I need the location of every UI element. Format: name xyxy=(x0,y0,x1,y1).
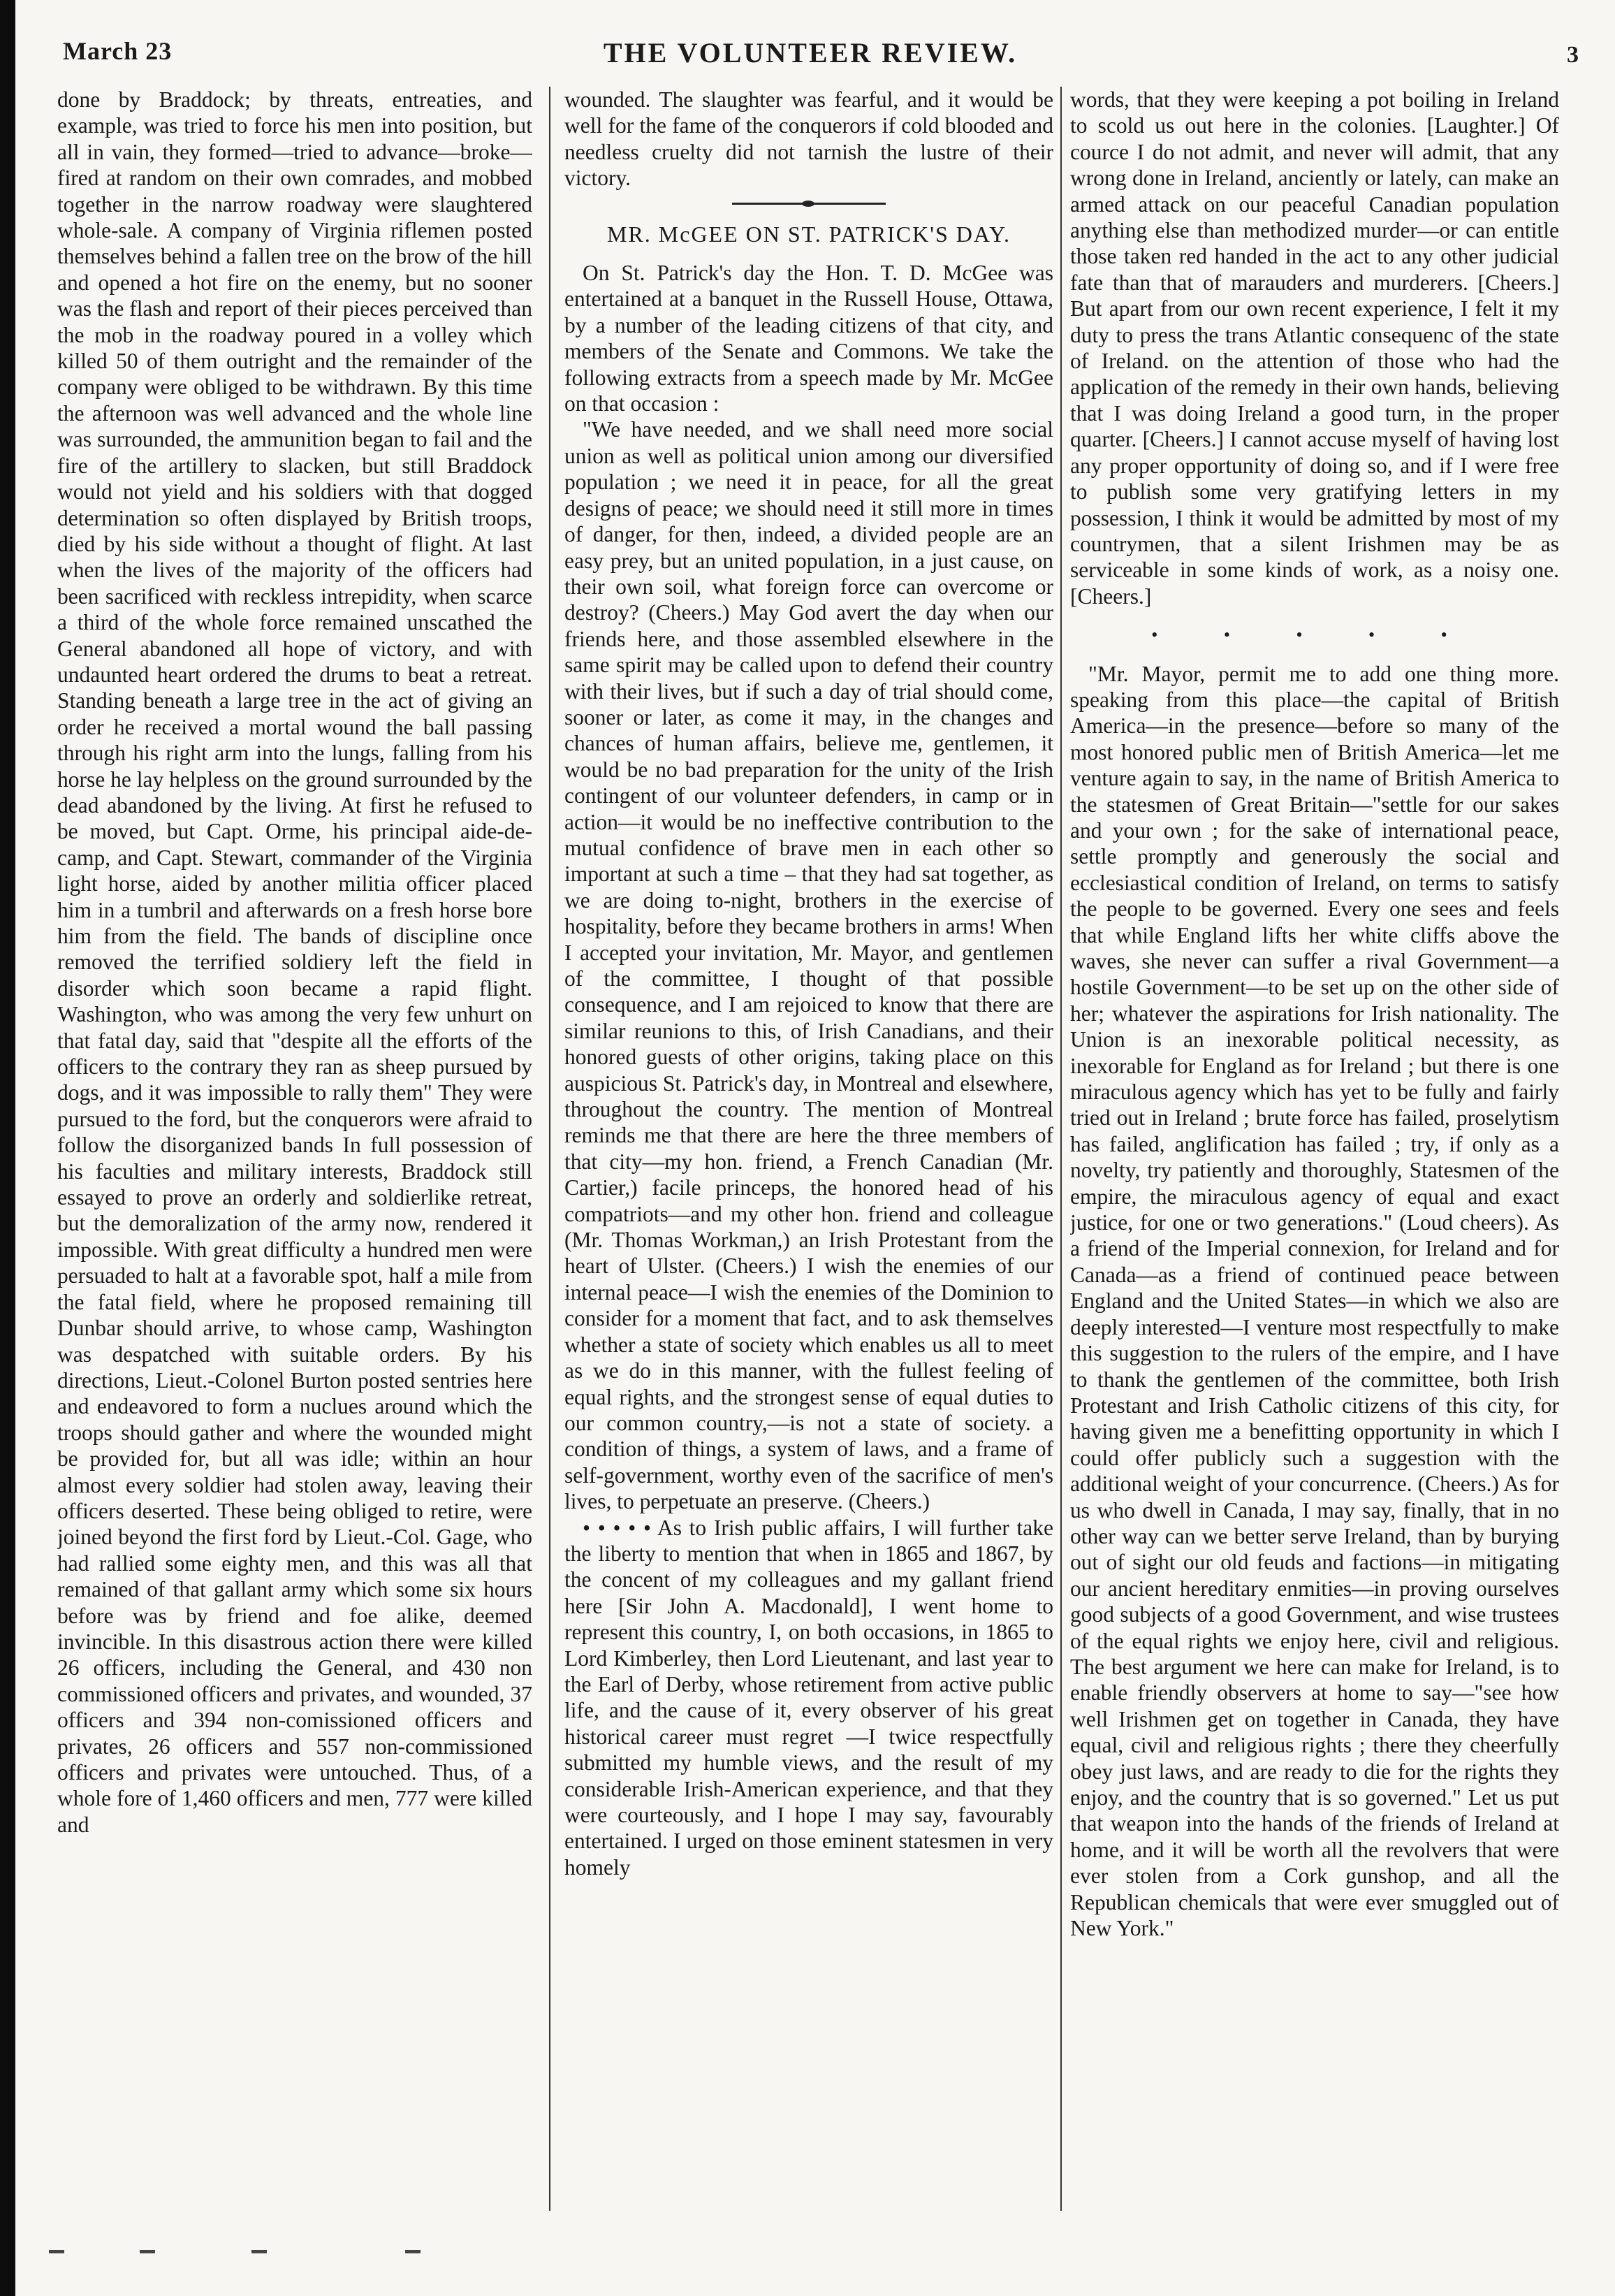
section-stars: • • • • • xyxy=(1151,625,1478,646)
column-divider xyxy=(1060,87,1062,2211)
article-paragraph: wounded. The slaughter was fearful, and it would be well for the fame of the conquerors if cold blooded and needless cruelty did not tarnish the lustre of their victory. xyxy=(564,87,1053,191)
column-divider xyxy=(549,87,550,2211)
page-number: 3 xyxy=(1567,42,1579,68)
article-paragraph: • • • • • As to Irish public affairs, I will further take the liberty to mention that when in 1865 and 1867, by the concent of my colleagues and my gallant friend here [Sir John A. Macdonald], I went home to represent this country, I, on both occasions, in 1865 to Lord Kimberley, then Lord Lieutenant, and last year to the Earl of Derby, whose retirement from active public life, and the cause of it, every observer of his great historical career must regret —I twice respectfully submitted my humble views, and the result of my considerable Irish-American experience, and that they were courteously, and I hope I may say, favourably entertained. I urged on those eminent statesmen in very homely xyxy=(564,1515,1053,1880)
column-1 xyxy=(57,87,532,2225)
print-artifact-marks xyxy=(42,2250,531,2264)
page-binding-edge xyxy=(0,0,15,2296)
publication-title: THE VOLUNTEER REVIEW. xyxy=(603,37,1018,68)
section-separator xyxy=(732,203,886,205)
article-paragraph: "Mr. Mayor, permit me to add one thing more. speaking from this place—the capital of British America—in the presence—before so many of the most honored public men of British America—let me venture again to say, in the name of British America to the statesmen of Great Britain—"settle for our sakes and your own ; for the sake of international peace, settle promptly and generously the social and ecclesiastical condition of Ireland, on terms to satisfy the people to be governed. Every one sees and feels that while England lifts her white cliffs above the waves, she never can suffer a rival Government—a hostile Government—to be set up on the other side of her; whatever the aspirations for Irish nationality. The Union is an inexorable political necessity, as inexorable for England as for Ireland ; but there is one miraculous agency which has yet to be fully and fairly tried out in Ireland ; brute force has failed, proselytism has failed, anglification has failed ; try, if only as a novelty, try patiently and thoroughly, Statesmen of the empire, the miraculous agency of equal and exact justice, for one or two generations." (Loud cheers). As a friend of the Imperial connexion, for Ireland and for Canada—as a friend of continued peace between England and the United States—in which we also are deeply interested—I venture most respectfully to make this suggestion to the rulers of the empire, and I have to thank the gentlemen of the committee, both Irish Protestant and Irish Catholic citizens of this city, for having given me a benefitting opportunity in which I could offer publicly such a suggestion with the additional weight of your concurrence. (Cheers.) As for us who dwell in Canada, I may say, finally, that in no other way can we better serve Ireland, than by burying out of sight our old feuds and factions—in mitigating our ancient hereditary enmities—in proving ourselves good subjects of a good Government, and wise trustees of the equal rights we enjoy here, civil and religious. The best argument we here can make for Ireland, is to enable friendly observers at home to say—"see how well Irishmen get on together in Canada, they have equal, civil and religious rights ; there they cheerfully obey just laws, and are ready to die for the rights they enjoy, and the country that is so governed." Let us put that weapon into the hands of the friends of Ireland at home, and it will be worth all the revolvers that were ever stolen from a Cork gunshop, and all the Republican chemicals that were ever smuggled out of New York." xyxy=(1070,661,1559,1941)
column-2 xyxy=(564,87,1053,2225)
page-header xyxy=(42,36,1579,78)
article-paragraph: done by Braddock; by threats, entreaties, and example, was tried to force his men into position, but all in vain, they formed—tried to advance—broke—fired at random on their own comrades, and mobbed together in the narrow roadway were slaughtered whole-sale. A company of Virginia riflemen posted themselves behind a fallen tree on the brow of the hill and opened a hot fire on the enemy, but no sooner was the flash and report of their pieces perceived than the mob in the roadway poured in a volley which killed 50 of them outright and the remainder of the company were obliged to be withdrawn. By this time the afternoon was well advanced and the whole line was surrounded, the ammunition began to fail and the fire of the artillery to slacken, but still Braddock would not yield and his soldiers with that dogged determination so often displayed by British troops, died by his side without a thought of flight. At last when the lives of the majority of the officers had been sacrificed with reckless intrepidity, when scarce a third of the whole force remained unscathed the General abandoned all hope of victory, and with undaunted heart ordered the drums to beat a retreat. Standing beneath a large tree in the act of giving an order he received a mortal wound the ball passing through his right arm into the lungs, falling from his horse he lay helpless on the ground surrounded by the dead abandoned by the living. At first he refused to be moved, but Capt. Orme, his principal aide-de-camp, and Capt. Stewart, commander of the Virginia light horse, aided by another militia officer placed him in a tumbril and afterwards on a fresh horse bore him from the field. The bands of discipline once removed the terrified soldiery left the field in disorder which soon became a rapid flight. Washington, who was among the very few unhurt on that fatal day, said that "despite all the efforts of the officers to the contrary they ran as sheep pursued by dogs, and it was impossible to rally them" They were pursued to the ford, but the conquerors were afraid to follow the disorganized bands In full possession of his faculties and military interests, Braddock still essayed to prove an orderly and soldierlike retreat, but the demoralization of the army now, rendered it impossible. With great difficulty a hundred men were persuaded to halt at a favorable spot, half a mile from the fatal field, where he proposed remaining till Dunbar should arrive, to whose camp, Washington was despatched with suitable orders. By his directions, Lieut.-Colonel Burton posted sentries here and endeavored to form a nuclues around which the troops should gather and where the wounded might be provided for, but all was idle; within an hour almost every soldier had stolen away, leaving their officers deserted. These being obliged to retire, were joined beyond the first ford by Lieut.-Col. Gage, who had rallied some eighty men, and this was all that remained of that gallant army which some six hours before was by friend and foe alike, deemed invincible. In this disastrous action there were killed 26 officers, including the General, and 430 non commissioned officers and privates, and wounded, 37 officers and 394 non-comissioned officers and privates, 26 officers and 557 non-commissioned officers and privates were untouched. Thus, of a whole fore of 1,460 officers and men, 777 were killed and xyxy=(57,87,532,1837)
article-paragraph: On St. Patrick's day the Hon. T. D. McGee was entertained at a banquet in the Russell House, Ottawa, by a number of the leading citizens of that city, and members of the Senate and Commons. We take the following extracts from a speech made by Mr. McGee on that occasion : xyxy=(564,261,1053,416)
article-paragraph: "We have needed, and we shall need more social union as well as political union among our diversified population ; we need it in peace, for all the great designs of peace; we should need it still more in times of danger, for then, indeed, a divided people are an easy prey, but an united population, in a just cause, on their own soil, what foreign force can overcome or destroy? (Cheers.) May God avert the day when our friends here, and those assembled elsewhere in the same spirit may be called upon to defend their country with their lives, but if such a day of trial should come, sooner or later, as come it may, in the changes and chances of human affairs, believe me, gentlemen, it would be no bad preparation for the unity of the Irish contingent of our volunteer defenders, in camp or in action—it would be no ineffective contribution to the mutual confidence of brave men in each other so important at such a time – that they had sat together, as we are doing to-night, brothers in the exercise of hospitality, before they became brothers in arms! When I accepted your invitation, Mr. Mayor, and gentlemen of the committee, I thought of that possible consequence, and I am rejoiced to know that there are similar reunions to this, of Irish Canadians, and their honored guests of other origins, taking place on this auspicious St. Patrick's day, in Montreal and elsewhere, throughout the country. The mention of Montreal reminds me that there are here the three members of that city—my hon. friend, a French Canadian (Mr. Cartier,) facile princeps, the honored head of his compatriots—and my other hon. friend and colleague (Mr. Thomas Workman,) an Irish Protestant from the heart of Ulster. (Cheers.) I wish the enemies of our internal peace—I wish the enemies of the Dominion to consider for a moment that fact, and to ask themselves whether a state of society which enables us all to meet as we do in this manner, with the fullest feeling of equal rights, and the strongest sense of equal duties to our common country,—is not a state of society. a condition of things, a system of laws, and a frame of self-government, worthy even of the sacrifice of men's lives, to perpetuate an preserve. (Cheers.) xyxy=(564,417,1053,1514)
article-headline: MR. McGEE ON ST. PATRICK'S DAY. xyxy=(606,221,1011,247)
issue-date: March 23 xyxy=(63,37,173,65)
column-3 xyxy=(1070,87,1559,2225)
article-paragraph: words, that they were keeping a pot boiling in Ireland to scold us out here in the colonies. [Laughter.] Of cource I do not admit, and never will admit, that any wrong done in Ireland, anciently or lately, can make an armed attack on our peaceful Canadian population anything else than methodized murder—or can entitle those taken red handed in the act to any other judicial fate than that of marauders and murderers. [Cheers.] But apart from our own recent experience, I felt it my duty to press the trans Atlantic consequenc of the state of Ireland. on the attention of those who had the application of the remedy in their own hands, believing that I was doing Ireland a good turn, in the proper quarter. [Cheers.] I cannot accuse myself of having lost any proper opportunity of doing so, and if I were free to publish some very gratifying letters in my possession, I think it would be admitted by most of my countrymen, that a silent Irishmen may be as serviceable in some kinds of work, as a noisy one. [Cheers.] xyxy=(1070,87,1559,609)
